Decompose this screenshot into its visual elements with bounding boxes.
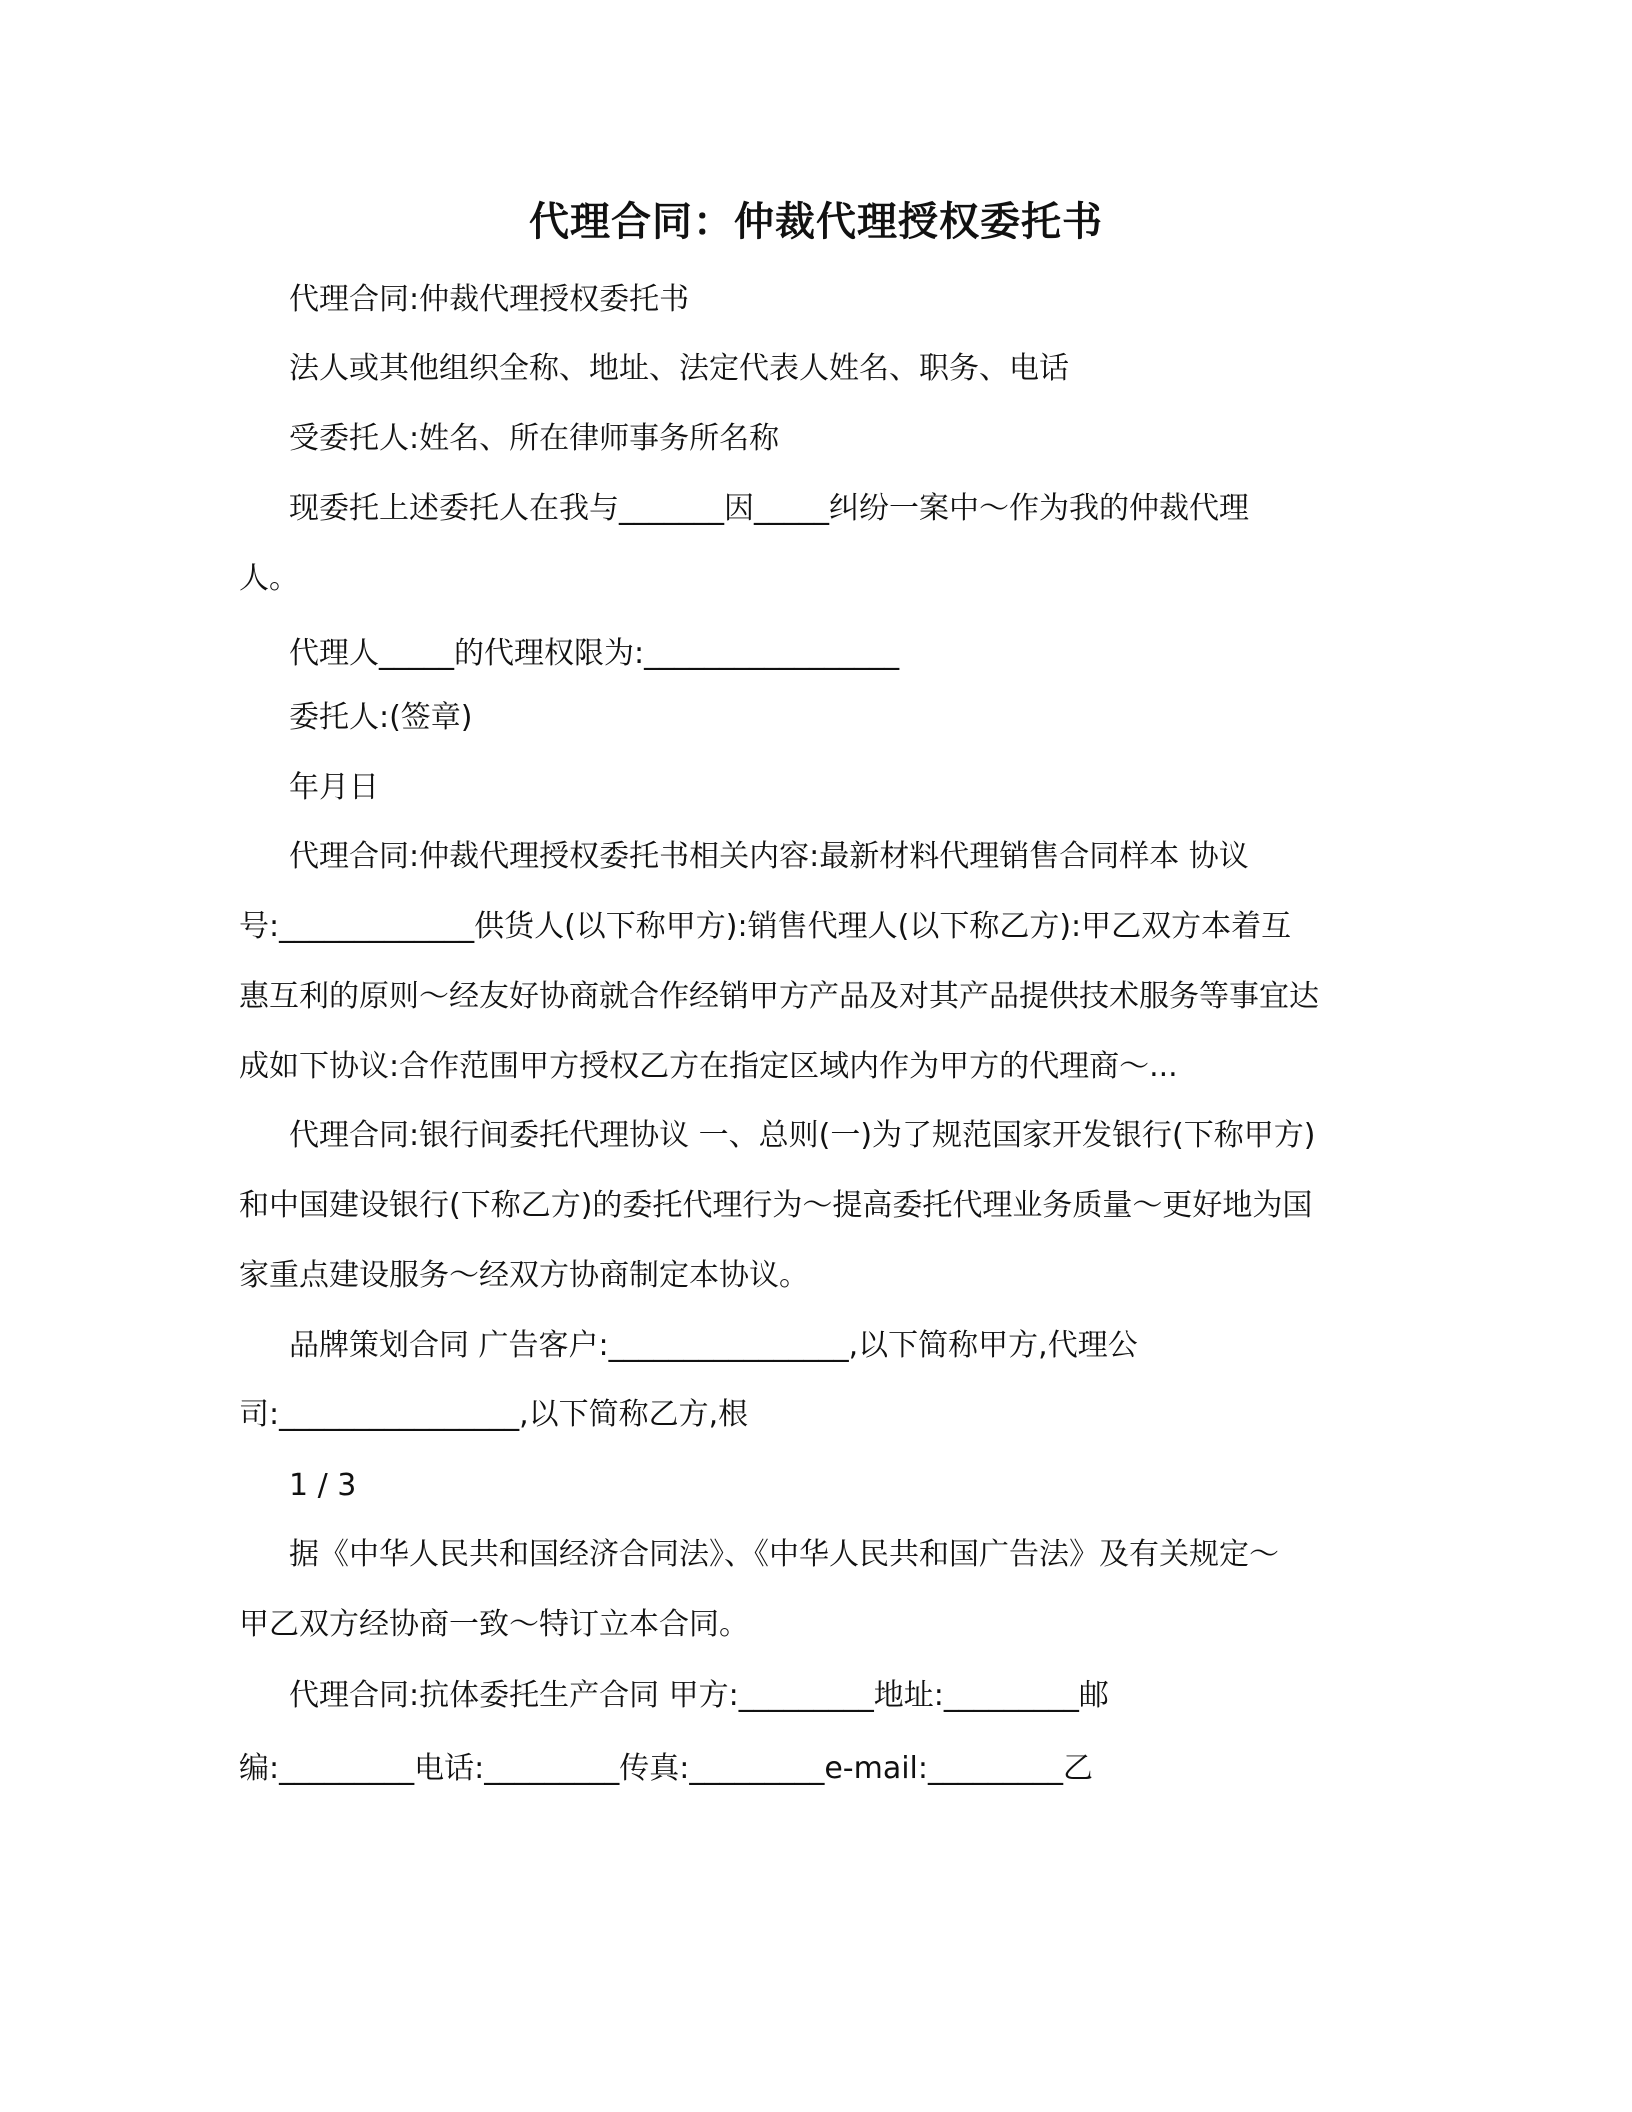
paragraph-line: 家重点建设服务～经双方协商制定本协议。 <box>239 1258 809 1293</box>
paragraph-line: 法人或其他组织全称、地址、法定代表人姓名、职务、电话 <box>289 351 1069 386</box>
paragraph-line: 代理合同:仲裁代理授权委托书相关内容:最新材料代理销售合同样本 协议 <box>289 839 1249 874</box>
paragraph-line: 号:_____________供货人(以下称甲方):销售代理人(以下称乙方):甲乙双方本着互 <box>239 909 1292 944</box>
document-title: 代理合同：仲裁代理授权委托书 <box>529 199 1103 245</box>
paragraph-line: 现委托上述委托人在我与_______因_____纠纷一案中～作为我的仲裁代理 <box>289 491 1249 526</box>
paragraph-line: 品牌策划合同 广告客户:________________,以下简称甲方,代理公 <box>289 1328 1138 1363</box>
paragraph-line: 代理人_____的代理权限为:_________________ <box>289 636 900 671</box>
paragraph-line: 代理合同:银行间委托代理协议 一、总则(一)为了规范国家开发银行(下称甲方) <box>289 1118 1316 1153</box>
paragraph-line: 惠互利的原则～经友好协商就合作经销甲方产品及对其产品提供技术服务等事宜达 <box>239 979 1319 1014</box>
paragraph-line: 年月日 <box>289 770 379 805</box>
paragraph-line: 代理合同:仲裁代理授权委托书 <box>289 282 690 317</box>
paragraph-line: 代理合同:抗体委托生产合同 甲方:_________地址:_________邮 <box>289 1678 1109 1713</box>
page-number: 1 / 3 <box>289 1468 357 1503</box>
paragraph-line: 委托人:(签章) <box>289 700 473 735</box>
paragraph-line: 和中国建设银行(下称乙方)的委托代理行为～提高委托代理业务质量～更好地为国 <box>239 1188 1313 1223</box>
paragraph-line: 司:________________,以下简称乙方,根 <box>239 1397 749 1432</box>
paragraph-line: 据《中华人民共和国经济合同法》、《中华人民共和国广告法》及有关规定～ <box>289 1537 1279 1572</box>
paragraph-line: 人。 <box>239 561 299 596</box>
paragraph-line: 成如下协议:合作范围甲方授权乙方在指定区域内作为甲方的代理商～... <box>239 1049 1178 1084</box>
paragraph-line: 编:_________电话:_________传真:_________e-mail:_________乙 <box>239 1751 1093 1786</box>
paragraph-line: 甲乙双方经协商一致～特订立本合同。 <box>239 1607 749 1642</box>
paragraph-line: 受委托人:姓名、所在律师事务所名称 <box>289 421 780 456</box>
